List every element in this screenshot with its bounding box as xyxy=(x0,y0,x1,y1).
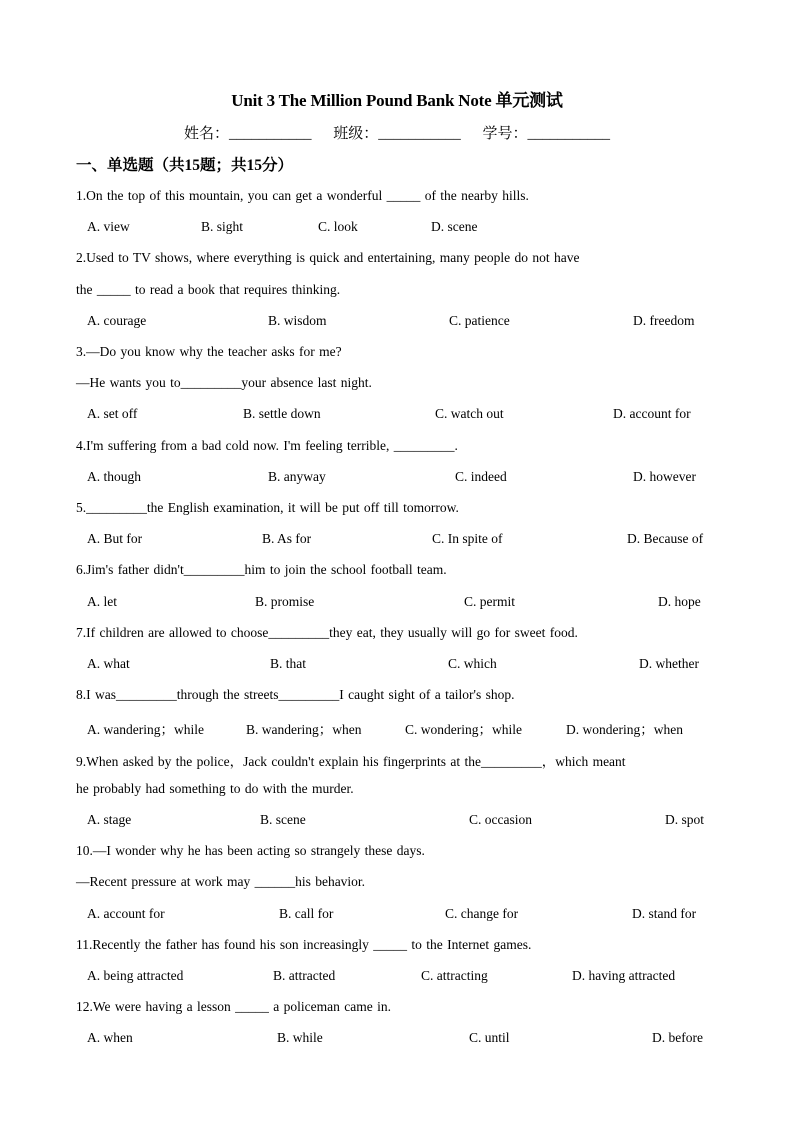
options-row xyxy=(0,469,794,489)
options-row xyxy=(0,594,794,614)
options-row xyxy=(0,906,794,926)
option: C. patience xyxy=(449,313,510,328)
options-row xyxy=(0,812,794,832)
question-line: 4.I'm suffering from a bad cold now. I'm feeling terrible, _________. xyxy=(76,438,458,453)
question-line: 1.On the top of this mountain, you can get a wonderful _____ of the nearby hills. xyxy=(76,188,529,203)
question-line: 12.We were having a lesson _____ a policeman came in. xyxy=(76,999,391,1014)
page-title: Unit 3 The Million Pound Bank Note 单元测试 xyxy=(231,91,563,110)
question-line: 9.When asked by the police，Jack couldn't explain his fingerprints at the_________，which meant xyxy=(76,754,626,769)
option: A. courage xyxy=(87,313,147,328)
question-line: 3.—Do you know why the teacher asks for me? xyxy=(76,344,342,359)
option: C. wondering；while xyxy=(405,722,522,737)
student-info-line xyxy=(0,122,794,143)
question-line: —He wants you to_________your absence last night. xyxy=(76,375,372,390)
option: D. scene xyxy=(431,219,478,234)
options-row xyxy=(0,968,794,988)
option: A. what xyxy=(87,656,130,671)
option: C. watch out xyxy=(435,406,504,421)
option: D. having attracted xyxy=(572,968,676,983)
options-row xyxy=(0,1030,794,1050)
class-field: 班级：___________ xyxy=(333,126,461,142)
option: D. hope xyxy=(658,594,701,609)
option: B. call for xyxy=(279,906,334,921)
question-line: —Recent pressure at work may ______his behavior. xyxy=(76,874,366,889)
option: A. set off xyxy=(87,406,138,421)
question-line: 5._________the English examination, it will be put off till tomorrow. xyxy=(76,500,459,515)
options-row xyxy=(0,219,794,239)
option: B. settle down xyxy=(243,406,321,421)
name-field: 姓名：___________ xyxy=(183,126,312,142)
option: B. sight xyxy=(201,219,244,234)
option: D. account for xyxy=(613,406,691,421)
option: A. view xyxy=(87,219,130,234)
option: A. account for xyxy=(87,906,165,921)
option: A. though xyxy=(87,469,141,484)
options-row xyxy=(0,406,794,426)
option: D. however xyxy=(633,469,696,484)
option: D. whether xyxy=(639,656,699,671)
option: C. look xyxy=(318,219,358,234)
question-line: 7.If children are allowed to choose_________they eat, they usually will go for sweet food. xyxy=(76,625,578,640)
question-line: he probably had something to do with the murder. xyxy=(76,781,354,796)
option: D. before xyxy=(652,1030,703,1045)
option: C. change for xyxy=(445,906,519,921)
option: C. permit xyxy=(464,594,515,609)
option: D. Because of xyxy=(627,531,704,546)
question-line: 11.Recently the father has found his son increasingly _____ to the Internet games. xyxy=(76,937,532,952)
section-title: 一、单选题（共15题；共15分） xyxy=(76,157,294,174)
option: A. wandering；while xyxy=(87,722,204,737)
question-line: 10.—I wonder why he has been acting so strangely these days. xyxy=(76,843,425,858)
option: D. spot xyxy=(665,812,705,827)
option: D. freedom xyxy=(633,313,695,328)
option: C. which xyxy=(448,656,497,671)
option: B. As for xyxy=(262,531,312,546)
option: B. while xyxy=(277,1030,323,1045)
option: A. let xyxy=(87,594,117,609)
option: B. scene xyxy=(260,812,306,827)
question-line: 2.Used to TV shows, where everything is quick and entertaining, many people do not have xyxy=(76,250,580,265)
option: B. attracted xyxy=(273,968,336,983)
option: A. stage xyxy=(87,812,132,827)
option: B. wandering；when xyxy=(246,722,362,737)
number-field: 学号：___________ xyxy=(482,126,611,142)
question-line: 8.I was_________through the streets_________I caught sight of a tailor's shop. xyxy=(76,687,515,702)
option: B. that xyxy=(270,656,306,671)
option: B. wisdom xyxy=(268,313,327,328)
options-row xyxy=(0,718,794,738)
question-line: 6.Jim's father didn't_________him to join the school football team. xyxy=(76,562,447,577)
option: C. indeed xyxy=(455,469,507,484)
option: D. wondering；when xyxy=(566,722,683,737)
option: C. attracting xyxy=(421,968,488,983)
options-row xyxy=(0,531,794,551)
option: B. anyway xyxy=(268,469,326,484)
options-row xyxy=(0,656,794,676)
options-row xyxy=(0,313,794,333)
option: B. promise xyxy=(255,594,315,609)
option: A. when xyxy=(87,1030,133,1045)
option: D. stand for xyxy=(632,906,697,921)
option: C. until xyxy=(469,1030,510,1045)
option: A. being attracted xyxy=(87,968,184,983)
question-line: the _____ to read a book that requires thinking. xyxy=(76,282,341,297)
option: C. occasion xyxy=(469,812,532,827)
option: C. In spite of xyxy=(432,531,503,546)
option: A. But for xyxy=(87,531,143,546)
